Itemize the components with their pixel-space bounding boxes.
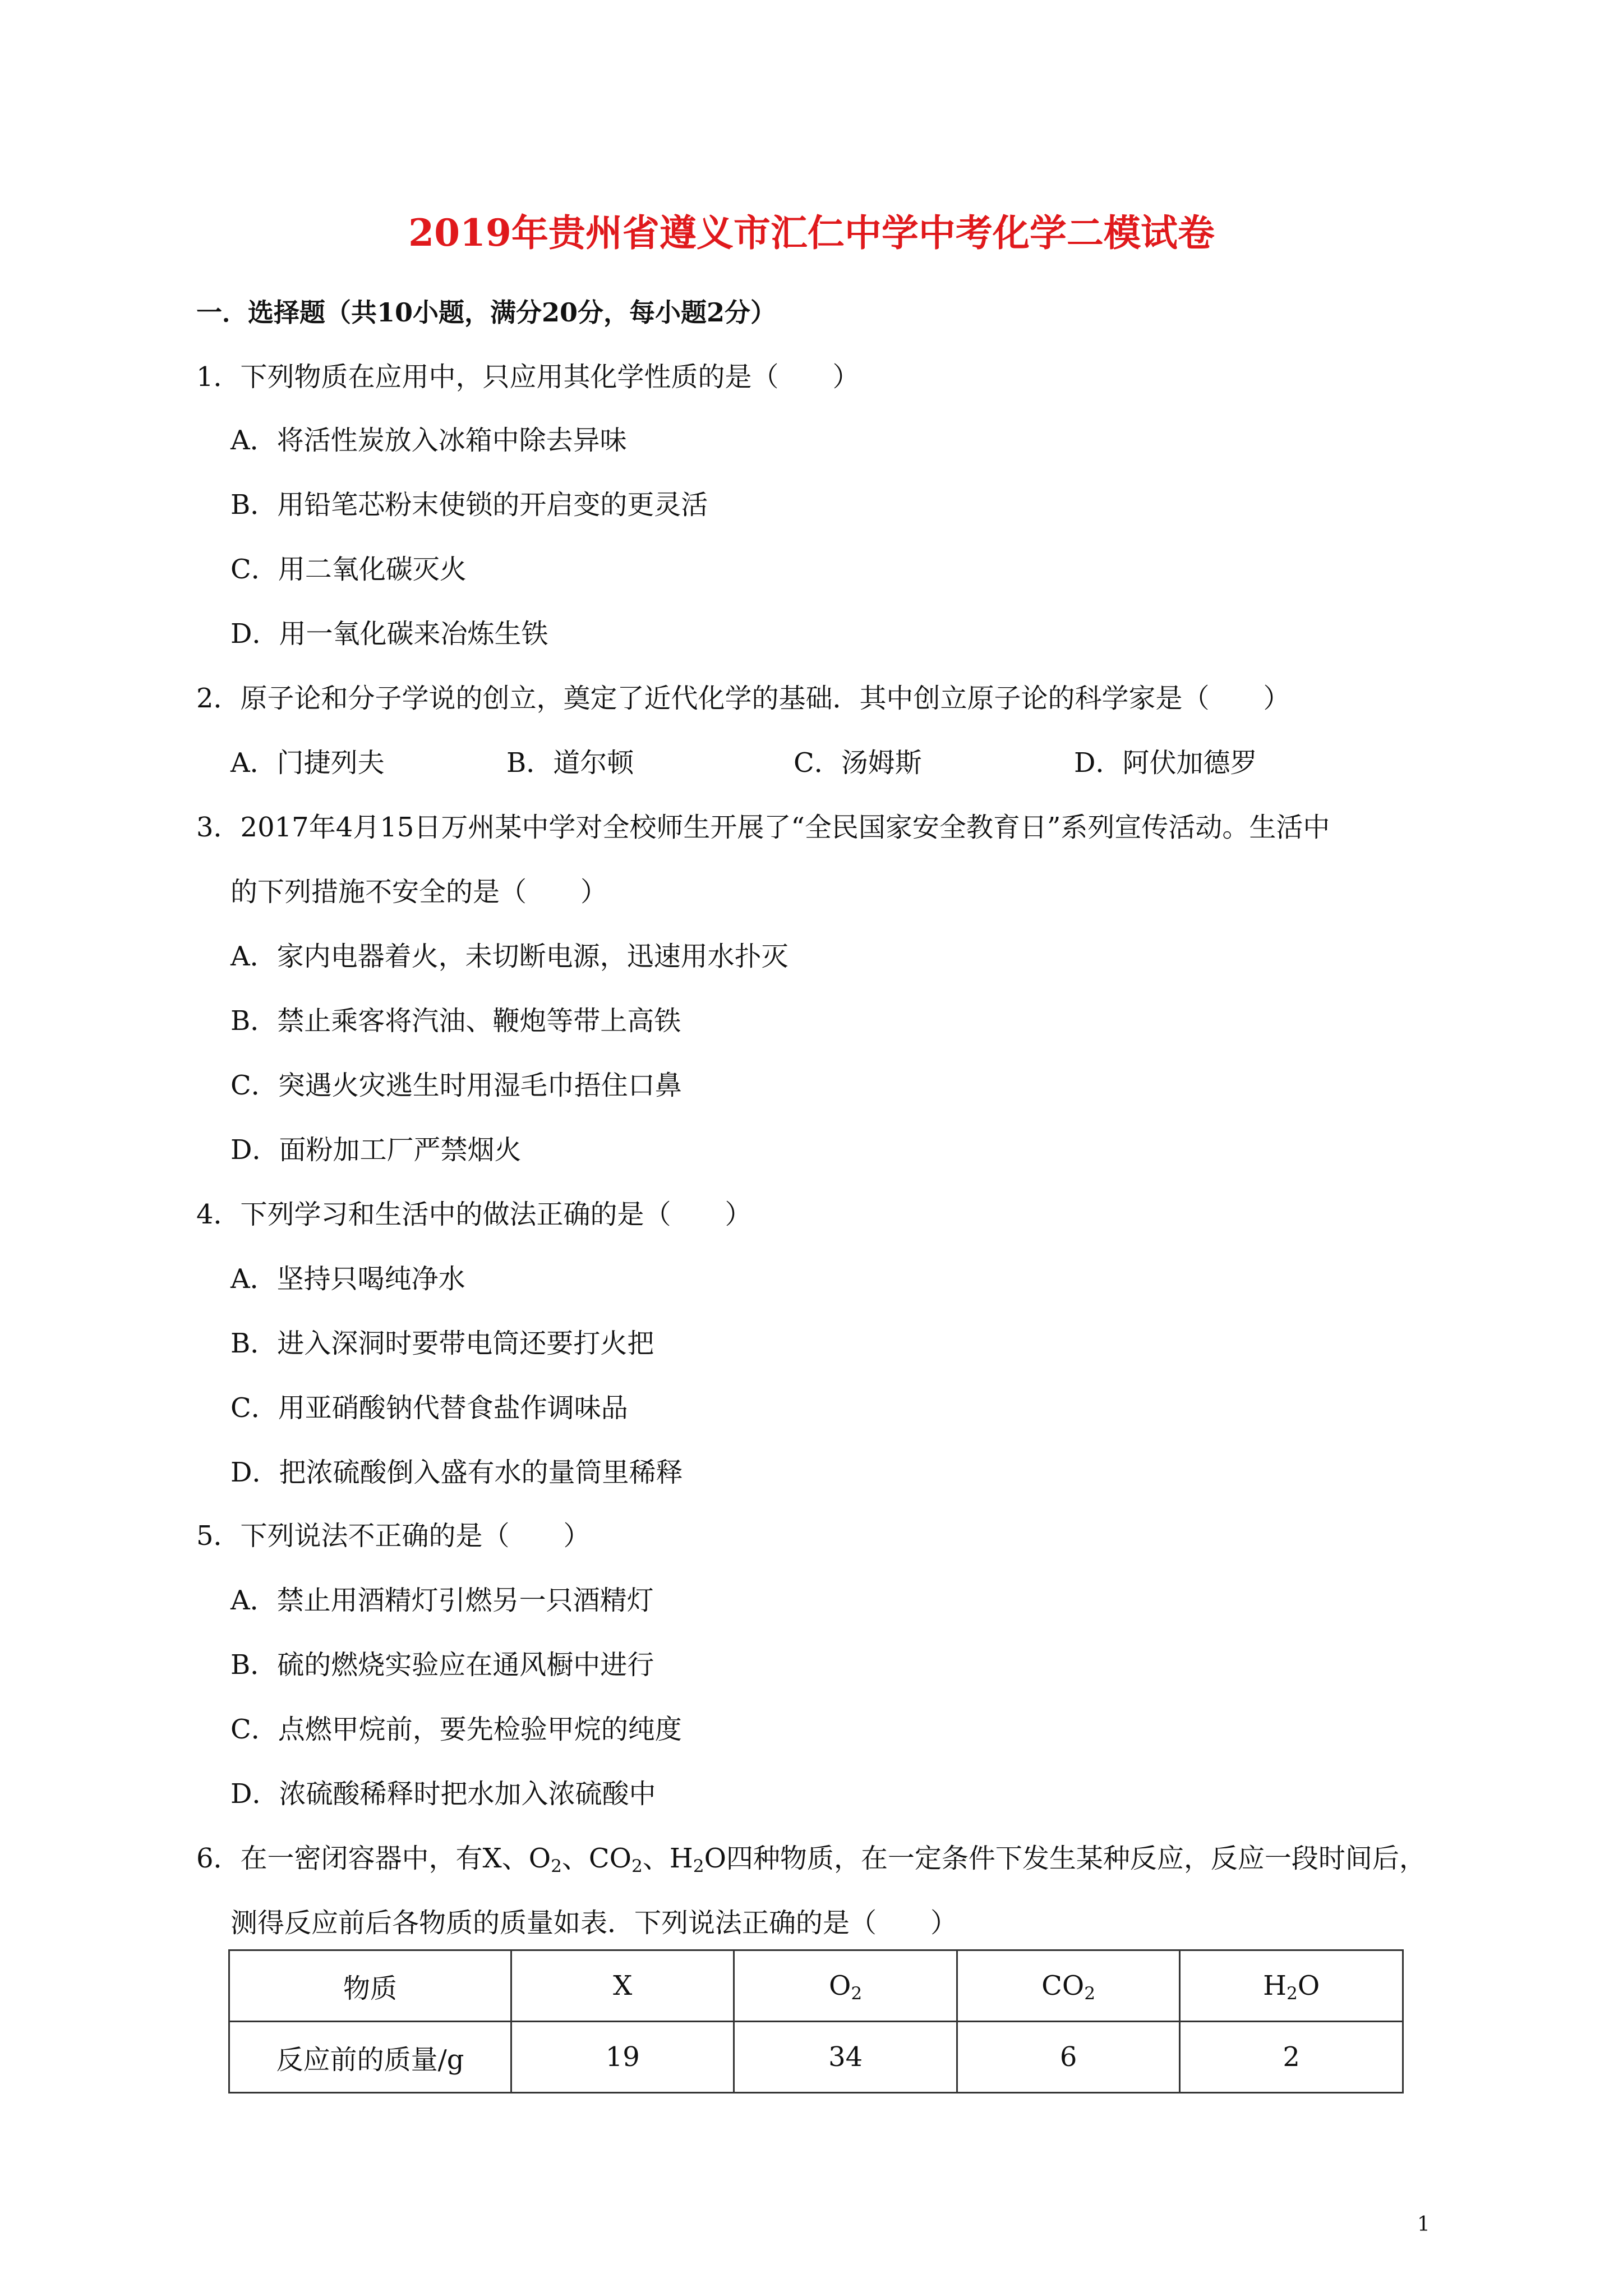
question-3-stem-line2: 的下列措施不安全的是（ ） [230, 876, 608, 908]
question-5-option-a: A．禁止用酒精灯引燃另一只酒精灯 [230, 1585, 654, 1616]
section-heading: 一．选择题（共10小题，满分20分，每小题2分） [196, 297, 777, 328]
table-header-o2: $O_2$ [734, 1950, 957, 2022]
table-cell-h2o: 2 [1180, 2022, 1403, 2093]
question-1-stem: 1．下列物质在应用中，只应用其化学性质的是（ ） [196, 361, 860, 393]
question-1-option-c: C．用二氧化碳灭火 [230, 554, 467, 585]
table-header-h2o: $H_2O$ [1180, 1950, 1403, 2022]
question-1-option-b: B．用铅笔芯粉末使锁的开启变的更灵活 [230, 489, 708, 521]
question-4-option-a: A．坚持只喝纯净水 [230, 1263, 465, 1295]
question-2-option-d: D．阿伏加德罗 [1074, 747, 1257, 779]
question-5-option-d: D．浓硫酸稀释时把水加入浓硫酸中 [230, 1778, 656, 1810]
table-header-co2: $CO_2$ [957, 1950, 1180, 2022]
question-3-option-c: C．突遇火灾逃生时用湿毛巾捂住口鼻 [230, 1070, 682, 1101]
question-5-stem: 5．下列说法不正确的是（ ） [196, 1520, 591, 1552]
question-2-stem: 2．原子论和分子学说的创立，奠定了近代化学的基础．其中创立原子论的科学家是（ ） [196, 683, 1290, 714]
page-number: 1 [1417, 2213, 1430, 2236]
question-5-option-b: B．硫的燃烧实验应在通风橱中进行 [230, 1649, 654, 1681]
question-1-option-a: A．将活性炭放入冰箱中除去异味 [230, 425, 627, 456]
table-header-label: 物质 [229, 1950, 511, 2022]
question-3-stem-line1: 3．2017年4月15日万州某中学对全校师生开展了“全民国家安全教育日”系列宣传活动。生活中 [196, 812, 1330, 843]
question-3-option-a: A．家内电器着火，未切断电源，迅速用水扑灭 [230, 941, 789, 972]
question-4-option-b: B．进入深洞时要带电筒还要打火把 [230, 1328, 654, 1359]
question-4-option-d: D．把浓硫酸倒入盛有水的量筒里稀释 [230, 1457, 683, 1488]
question-5-option-c: C．点燃甲烷前，要先检验甲烷的纯度 [230, 1714, 682, 1745]
page-title: 2019年贵州省遵义市汇仁中学中考化学二模试卷 [408, 211, 1215, 255]
table-cell-co2: 6 [957, 2022, 1180, 2093]
table-header-x: X [511, 1950, 734, 2022]
question-3-option-d: D．面粉加工厂严禁烟火 [230, 1134, 522, 1166]
table-row [229, 2022, 1403, 2093]
table-cell-o2: 34 [734, 2022, 957, 2093]
question-6-stem-line2: 测得反应前后各物质的质量如表．下列说法正确的是（ ） [230, 1907, 958, 1939]
question-4-option-c: C．用亚硝酸钠代替食盐作调味品 [230, 1392, 628, 1424]
question-6-stem-line1: 6．在一密闭容器中，有X、$O_2$、$CO_2$、$H_2O$四种物质，在一定条件下发生某种反应，反应一段时间后， [196, 1843, 1426, 1876]
table-cell-x: 19 [511, 2022, 734, 2093]
question-2-option-c: C．汤姆斯 [794, 747, 922, 779]
question-2-option-b: B．道尔顿 [506, 747, 634, 779]
question-4-stem: 4．下列学习和生活中的做法正确的是（ ） [196, 1199, 752, 1230]
question-1-option-d: D．用一氧化碳来冶炼生铁 [230, 618, 548, 650]
question-3-option-b: B．禁止乘客将汽油、鞭炮等带上高铁 [230, 1005, 681, 1037]
question-2-option-a: A．门捷列夫 [230, 747, 385, 779]
table-header-row [229, 1950, 1403, 2022]
mass-table [228, 1949, 1404, 2093]
table-row-label: 反应前的质量/g [229, 2022, 511, 2093]
